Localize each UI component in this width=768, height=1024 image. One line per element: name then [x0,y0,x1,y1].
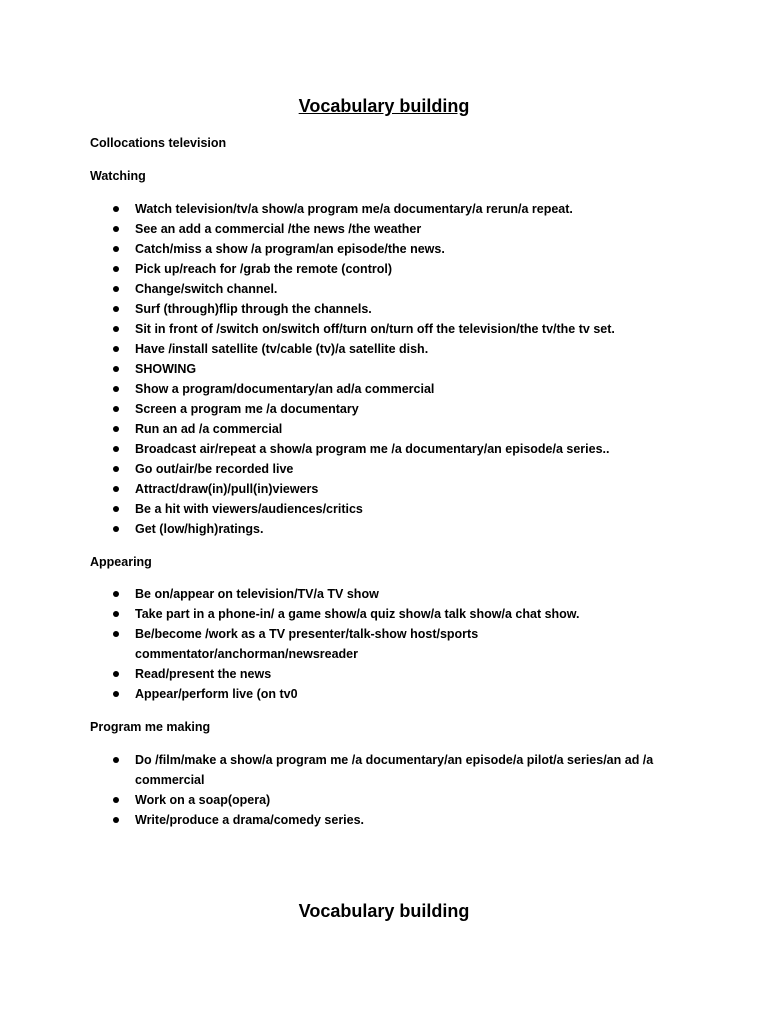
bullet-icon [113,757,119,763]
list-item-text: Be on/appear on television/TV/a TV show [135,587,379,601]
list-item-text: Pick up/reach for /grab the remote (control) [135,262,392,276]
bullet-icon [113,346,119,352]
list-item-text: See an add a commercial /the news /the weather [135,222,422,236]
section-heading-watching: Watching [90,169,146,183]
list-item [90,664,690,684]
bullet-icon [113,486,119,492]
bullet-icon [113,611,119,617]
bullet-icon [113,797,119,803]
bullet-icon [113,817,119,823]
list-item-text: Show a program/documentary/an ad/a commercial [135,382,435,396]
bullet-icon [113,591,119,597]
list-item [90,399,690,419]
bullet-icon [113,306,119,312]
list-item-text: Be/become /work as a TV presenter/talk-show host/sports commentator/anchorman/newsreader [135,627,479,661]
section-heading-appearing: Appearing [90,555,152,569]
list-item-text: Have /install satellite (tv/cable (tv)/a satellite dish. [135,342,429,356]
list-item [90,810,690,830]
list-item-text: Surf (through)flip through the channels. [135,302,372,316]
list-item-text: Broadcast air/repeat a show/a program me /a documentary/an episode/a series.. [135,442,610,456]
list-item-text: Write/produce a drama/comedy series. [135,813,365,827]
list-item [90,419,690,439]
section-heading-program-me-making: Program me making [90,720,211,734]
list-item-text: Work on a soap(opera) [135,793,271,807]
list-item-text: Attract/draw(in)/pull(in)viewers [135,482,319,496]
list-item-text: SHOWING [135,362,197,376]
list-item [90,299,690,319]
bullet-icon [113,366,119,372]
bullet-icon [113,266,119,272]
list-item [90,604,690,624]
list-item [90,684,690,704]
list-item-text: Do /film/make a show/a program me /a documentary/an episode/a pilot/a series/an ad /a commercial [135,753,654,787]
bullet-icon [113,246,119,252]
appearing-list [90,584,690,704]
bullet-icon [113,226,119,232]
bullet-icon [113,406,119,412]
list-item-text: Sit in front of /switch on/switch off/turn on/turn off the television/the tv/the tv set. [135,322,615,336]
bullet-icon [113,671,119,677]
list-item-text: Read/present the news [135,667,272,681]
watching-list [90,199,690,539]
list-item [90,519,690,539]
bullet-icon [113,506,119,512]
bullet-icon [113,286,119,292]
list-item-text: Go out/air/be recorded live [135,462,294,476]
list-item [90,379,690,399]
list-item [90,279,690,299]
list-item-text: Get (low/high)ratings. [135,522,264,536]
bullet-icon [113,446,119,452]
list-item [90,439,690,459]
bullet-icon [113,206,119,212]
list-item [90,459,690,479]
bullet-icon [113,326,119,332]
bullet-icon [113,386,119,392]
list-item [90,199,690,219]
list-item [90,479,690,499]
list-item [90,750,690,790]
next-page-title: Vocabulary building [298,901,470,921]
list-item [90,790,690,810]
list-item [90,584,690,604]
list-item-text: Catch/miss a show /a program/an episode/the news. [135,242,445,256]
bullet-icon [113,466,119,472]
list-item [90,359,690,379]
subtitle: Collocations television [90,136,227,150]
list-item-text: Be a hit with viewers/audiences/critics [135,502,363,516]
list-item [90,339,690,359]
bullet-icon [113,631,119,637]
list-item-text: Take part in a phone-in/ a game show/a quiz show/a talk show/a chat show. [135,607,580,621]
list-item [90,239,690,259]
list-item [90,259,690,279]
list-item [90,624,690,664]
list-item [90,499,690,519]
document-title: Vocabulary building [298,96,470,116]
list-item-text: Run an ad /a commercial [135,422,283,436]
list-item-text: Screen a program me /a documentary [135,402,359,416]
list-item [90,219,690,239]
bullet-icon [113,691,119,697]
program-me-making-list [90,750,690,830]
list-item [90,319,690,339]
list-item-text: Change/switch channel. [135,282,278,296]
bullet-icon [113,526,119,532]
list-item-text: Watch television/tv/a show/a program me/a documentary/a rerun/a repeat. [135,202,573,216]
bullet-icon [113,426,119,432]
list-item-text: Appear/perform live (on tv0 [135,687,298,701]
